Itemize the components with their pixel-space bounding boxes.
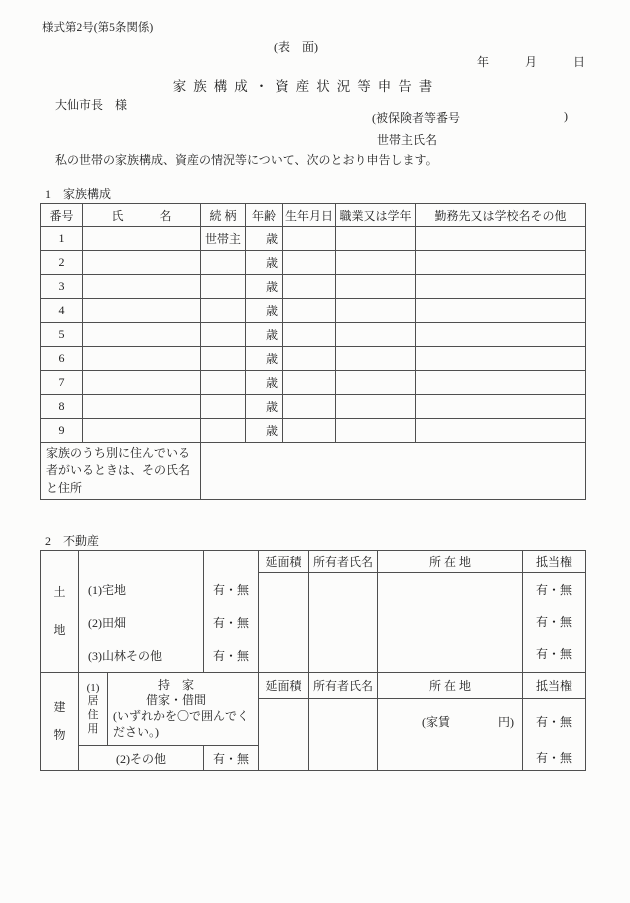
birthdate-cell	[283, 419, 336, 443]
building-other-availability: 有・無	[204, 746, 259, 771]
age-cell: 歳	[246, 251, 283, 275]
birthdate-cell	[283, 299, 336, 323]
header-owner-name: 所有者氏名	[309, 673, 378, 699]
land-availability: 有・無	[212, 616, 249, 630]
building-other-label: (2)その他	[79, 746, 204, 771]
date-line	[477, 53, 585, 70]
building-residential-label	[79, 673, 108, 746]
family-row-2	[41, 251, 586, 275]
declaration-sentence: 私の世帯の家族構成、資産の情況等について、次のとおり申告します。	[55, 153, 438, 167]
rented-house-option: 借家・借間	[145, 693, 206, 708]
header-location: 所 在 地	[378, 551, 523, 573]
date-day-label: 日	[572, 55, 585, 69]
land-item-tahata: (2)田畑	[88, 616, 126, 630]
name-cell	[83, 251, 201, 275]
header-number: 番号	[41, 204, 83, 227]
header-relation: 続 柄	[201, 204, 246, 227]
insured-number-label: (被保険者等番号	[372, 111, 460, 125]
form-number: 様式第2号(第5条関係)	[42, 22, 154, 34]
date-year-label: 年	[477, 55, 490, 69]
land-item-takuchi: (1)宅地	[88, 583, 126, 597]
residential-line: 居	[87, 695, 99, 708]
occupation-cell	[336, 347, 416, 371]
family-row-4	[41, 299, 586, 323]
occupation-cell	[336, 395, 416, 419]
land-location-cell	[378, 573, 523, 673]
name-cell	[83, 227, 201, 251]
name-cell	[83, 299, 201, 323]
workplace-cell	[416, 395, 586, 419]
birthdate-cell	[283, 275, 336, 299]
separate-residence-value-cell	[201, 443, 586, 500]
row-number: 2	[41, 251, 83, 275]
family-row-8	[41, 395, 586, 419]
insured-number-close-paren: )	[564, 109, 568, 123]
family-row-6	[41, 347, 586, 371]
building-location-cell	[378, 699, 523, 771]
row-number: 3	[41, 275, 83, 299]
workplace-cell	[416, 299, 586, 323]
building-mortgage-cell	[523, 699, 586, 771]
building-house-type-cell	[108, 673, 259, 746]
residential-line: (1)	[86, 681, 100, 694]
age-cell: 歳	[246, 347, 283, 371]
occupation-cell	[336, 419, 416, 443]
relation-cell	[201, 323, 246, 347]
building-mortgage: 有・無	[535, 715, 572, 729]
workplace-cell	[416, 275, 586, 299]
name-cell	[83, 419, 201, 443]
row-number: 1	[41, 227, 83, 251]
header-occupation: 職業又は学年	[336, 204, 416, 227]
birthdate-cell	[283, 395, 336, 419]
head-of-household-label: 世帯主氏名	[377, 133, 438, 147]
row-number: 8	[41, 395, 83, 419]
family-row-7	[41, 371, 586, 395]
family-row-1	[41, 227, 586, 251]
name-cell	[83, 347, 201, 371]
relation-cell	[201, 299, 246, 323]
building-label-char: 建	[53, 700, 66, 715]
land-availability-cell	[204, 551, 259, 673]
birthdate-cell	[283, 251, 336, 275]
workplace-cell	[416, 419, 586, 443]
relation-cell	[201, 251, 246, 275]
building-label-char: 物	[53, 727, 66, 742]
insured-number-line	[372, 109, 568, 126]
land-label-char: 地	[53, 622, 66, 637]
row-number: 6	[41, 347, 83, 371]
relation-cell	[201, 347, 246, 371]
name-cell	[83, 323, 201, 347]
row-number: 4	[41, 299, 83, 323]
workplace-cell	[416, 371, 586, 395]
workplace-cell	[416, 323, 586, 347]
building-header-row	[41, 673, 586, 699]
residential-line: 住	[87, 709, 99, 721]
header-floor-area: 延面積	[259, 551, 309, 573]
workplace-cell	[416, 227, 586, 251]
land-mortgage: 有・無	[535, 582, 572, 597]
header-age: 年齢	[246, 204, 283, 227]
relation-cell	[201, 419, 246, 443]
land-header-row	[41, 551, 586, 573]
header-birthdate: 生年月日	[283, 204, 336, 227]
birthdate-cell	[283, 227, 336, 251]
header-name: 氏 名	[83, 204, 201, 227]
age-cell: 歳	[246, 419, 283, 443]
family-composition-table	[40, 203, 586, 500]
family-row-5	[41, 323, 586, 347]
family-note-row	[41, 443, 586, 500]
workplace-cell	[416, 251, 586, 275]
header-location: 所 在 地	[378, 673, 523, 699]
real-estate-table	[40, 550, 586, 771]
land-availability: 有・無	[212, 649, 249, 663]
age-cell: 歳	[246, 323, 283, 347]
occupation-cell	[336, 323, 416, 347]
land-availability: 有・無	[212, 583, 249, 597]
header-mortgage: 抵当権	[523, 551, 586, 573]
birthdate-cell	[283, 371, 336, 395]
header-workplace: 勤務先又は学校名その他	[416, 204, 586, 227]
name-cell	[83, 395, 201, 419]
header-owner-name: 所有者氏名	[309, 551, 378, 573]
relation-cell	[201, 371, 246, 395]
land-mortgage: 有・無	[535, 647, 572, 662]
building-floor-area-cell	[259, 699, 309, 771]
land-items-cell	[79, 551, 204, 673]
occupation-cell	[336, 299, 416, 323]
occupation-cell	[336, 275, 416, 299]
addressee: 大仙市長 様	[55, 98, 128, 112]
workplace-cell	[416, 347, 586, 371]
age-cell: 歳	[246, 299, 283, 323]
family-row-9	[41, 419, 586, 443]
land-label	[41, 551, 79, 673]
relation-cell: 世帯主	[201, 227, 246, 251]
circle-instruction: (いずれかを〇で囲んでください。)	[113, 709, 249, 739]
section1-title: 1 家族構成	[45, 187, 112, 201]
header-floor-area: 延面積	[259, 673, 309, 699]
age-cell: 歳	[246, 395, 283, 419]
family-table-header-row	[41, 204, 586, 227]
occupation-cell	[336, 251, 416, 275]
separate-residence-note: 家族のうち別に住んでいる者がいるときは、その氏名と住所	[41, 443, 201, 500]
land-mortgage: 有・無	[535, 615, 572, 630]
header-mortgage: 抵当権	[523, 673, 586, 699]
land-floor-area-cell	[259, 573, 309, 673]
building-label	[41, 673, 79, 771]
age-cell: 歳	[246, 227, 283, 251]
row-number: 7	[41, 371, 83, 395]
document-title: 家族構成・資産状況等申告書	[172, 79, 440, 94]
building-owner-cell	[309, 699, 378, 771]
relation-cell	[201, 275, 246, 299]
birthdate-cell	[283, 323, 336, 347]
land-owner-cell	[309, 573, 378, 673]
rent-note: (家賃 円)	[422, 715, 514, 729]
occupation-cell	[336, 371, 416, 395]
name-cell	[83, 371, 201, 395]
date-month-label: 月	[524, 55, 537, 69]
side-label: (表 面)	[274, 40, 318, 54]
building-mortgage: 有・無	[535, 750, 572, 765]
age-cell: 歳	[246, 275, 283, 299]
row-number: 9	[41, 419, 83, 443]
land-item-sanrin: (3)山林その他	[88, 649, 162, 663]
age-cell: 歳	[246, 371, 283, 395]
land-label-char: 土	[53, 585, 66, 600]
family-row-3	[41, 275, 586, 299]
name-cell	[83, 275, 201, 299]
occupation-cell	[336, 227, 416, 251]
birthdate-cell	[283, 347, 336, 371]
own-house-option: 持 家	[157, 677, 194, 692]
section2-title: 2 不動産	[45, 534, 100, 548]
land-mortgage-cell	[523, 573, 586, 673]
relation-cell	[201, 395, 246, 419]
residential-line: 用	[87, 722, 99, 735]
row-number: 5	[41, 323, 83, 347]
